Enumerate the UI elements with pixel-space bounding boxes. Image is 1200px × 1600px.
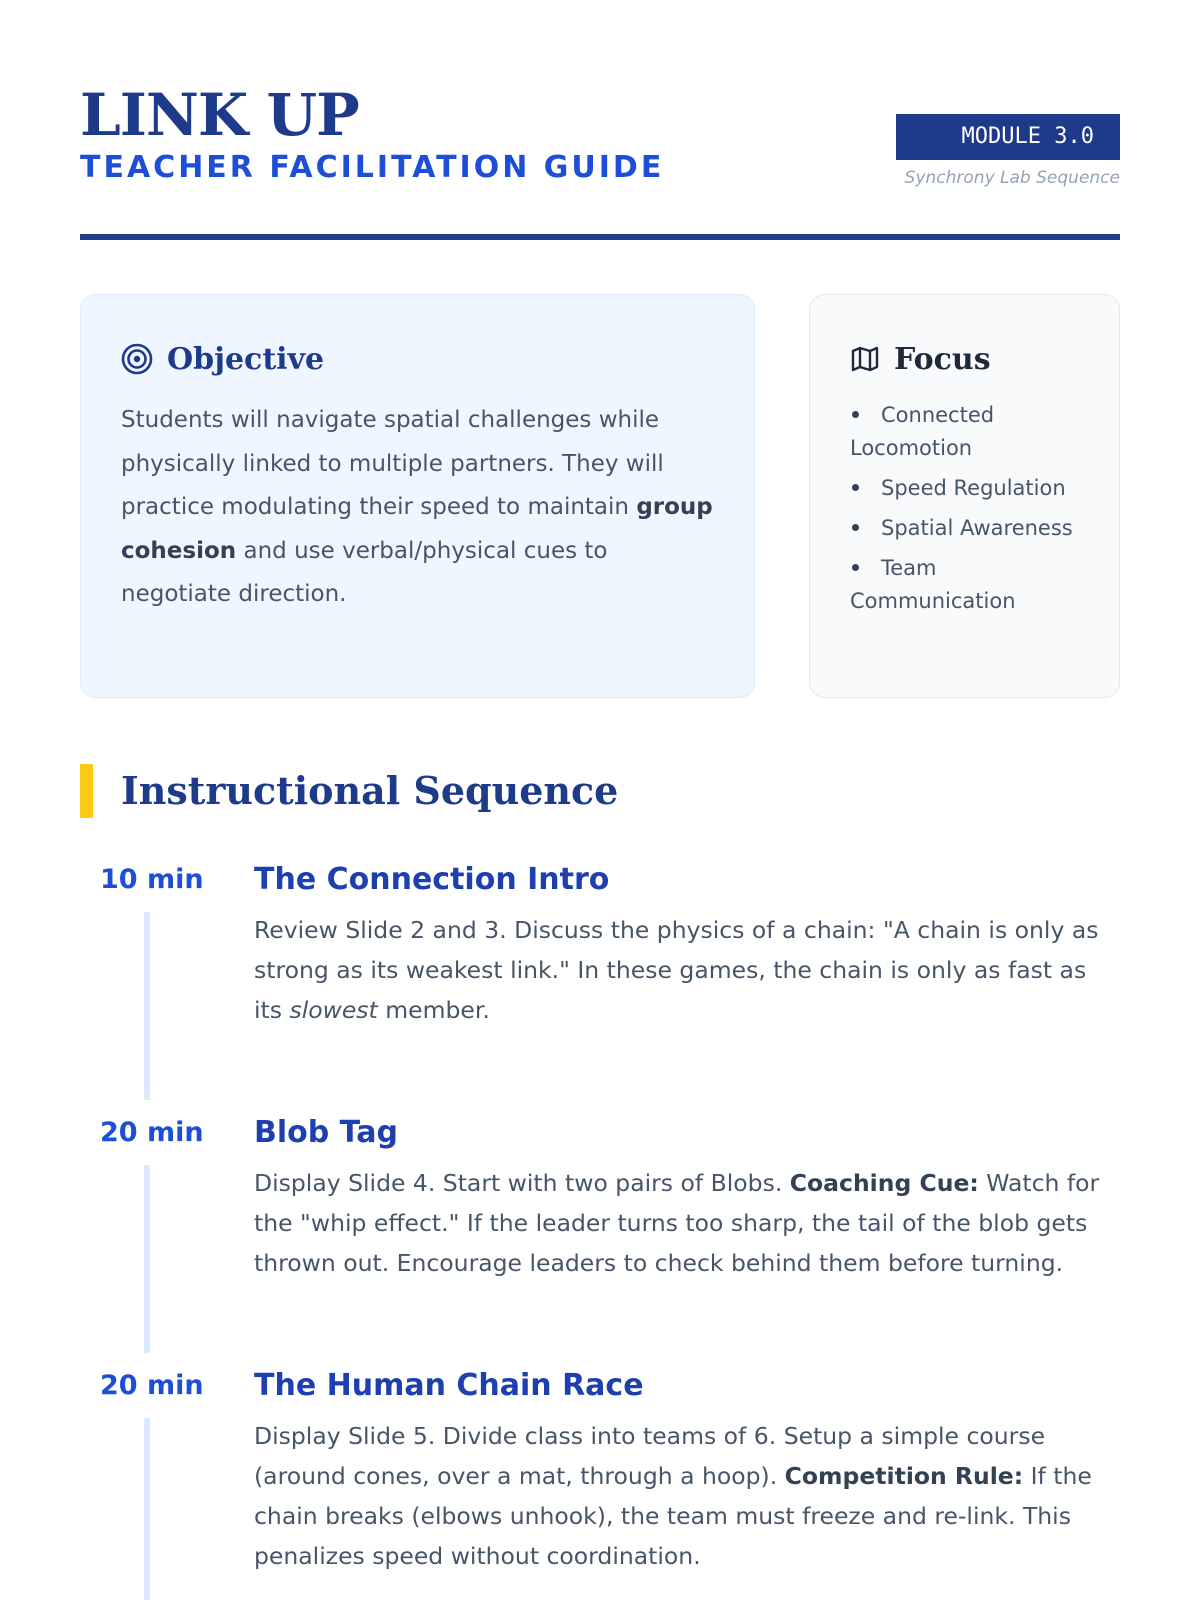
step-emphasis: slowest [289, 996, 378, 1024]
header-divider [80, 234, 1120, 240]
timeline-line [144, 912, 150, 1100]
module-badge: MODULE 3.0 [896, 114, 1120, 160]
focus-card [809, 294, 1120, 698]
step-text-part: Watch for the "whip effect." If the leader turns too sharp, the tail of the blob gets thrown out. Encourage leaders to check behind them before turning. [254, 1169, 1100, 1277]
target-icon [121, 343, 153, 375]
competition-rule-label: Competition Rule: [784, 1462, 1024, 1490]
step-description [254, 1163, 1104, 1283]
objective-emphasis: group cohesion [121, 494, 713, 564]
objective-text-part: Students will navigate spatial challenges while physically linked to multiple partners. They will practice modulating their speed to maintain [121, 407, 664, 520]
focus-item [850, 552, 1079, 618]
bullet-icon [852, 524, 859, 531]
objective-heading: Objective [167, 341, 325, 377]
focus-item [850, 472, 1079, 505]
focus-item-label: Spatial Awareness [881, 516, 1073, 540]
page-title: LINK UP [80, 81, 359, 149]
objective-card [80, 294, 755, 698]
timeline-line [144, 1165, 150, 1353]
step-text-part: member. [377, 996, 490, 1024]
bullet-icon [852, 564, 859, 571]
objective-header [121, 337, 714, 381]
page-subtitle: TEACHER FACILITATION GUIDE [80, 150, 665, 185]
focus-item-label: Speed Regulation [881, 476, 1066, 500]
step-description [254, 1416, 1104, 1576]
sequence-step [80, 860, 1120, 1100]
objective-text [121, 399, 714, 617]
step-title: The Human Chain Race [254, 1368, 644, 1403]
focus-item [850, 399, 1079, 465]
step-description [254, 910, 1104, 1030]
step-text-part: Review Slide 2 and 3. Discuss the physics of a chain: "A chain is only as strong as its weakest link." In these games, the chain is only as fast as its [254, 916, 1099, 1024]
sequence-step [80, 1366, 1120, 1600]
step-duration: 20 min [100, 1370, 204, 1401]
map-icon [850, 344, 880, 374]
step-title: The Connection Intro [254, 862, 610, 897]
focus-list [850, 399, 1079, 618]
bullet-icon [852, 411, 859, 418]
coaching-cue-label: Coaching Cue: [789, 1169, 979, 1197]
focus-item-label: Team Communication [850, 556, 1016, 613]
bullet-icon [852, 484, 859, 491]
header [80, 81, 1120, 244]
focus-header [850, 337, 1079, 381]
sequence-step [80, 1113, 1120, 1353]
step-text-part: Display Slide 5. Divide class into teams of 6. Setup a simple course (around cones, over a mat, through a hoop). [254, 1422, 1046, 1490]
timeline-line [144, 1418, 150, 1600]
section-accent-bar [80, 764, 93, 818]
focus-item [850, 512, 1079, 545]
sequence-heading: Instructional Sequence [121, 768, 619, 813]
step-duration: 20 min [100, 1117, 204, 1148]
step-text-part: If the chain breaks (elbows unhook), the team must freeze and re-link. This penalizes speed without coordination. [254, 1462, 1092, 1570]
step-text-part: Display Slide 4. Start with two pairs of Blobs. [254, 1169, 790, 1197]
focus-heading: Focus [894, 341, 991, 377]
objective-text-part: and use verbal/physical cues to negotiate direction. [121, 537, 608, 607]
step-title: Blob Tag [254, 1115, 398, 1150]
module-subtitle: Synchrony Lab Sequence [904, 168, 1120, 188]
focus-item-label: Connected Locomotion [850, 403, 995, 460]
step-duration: 10 min [100, 864, 204, 895]
